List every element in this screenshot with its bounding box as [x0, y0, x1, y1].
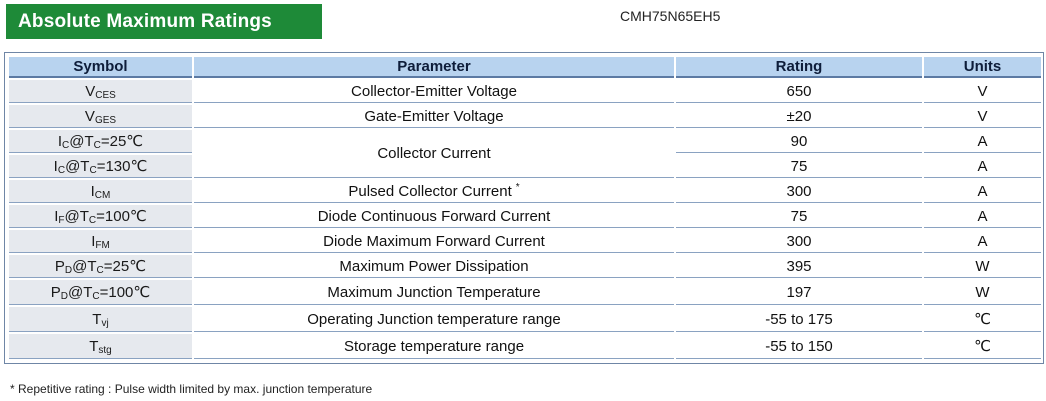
- column-header-units: Units: [924, 57, 1041, 78]
- parameter-cell: Collector-Emitter Voltage: [194, 80, 674, 103]
- ratings-table-frame: [4, 52, 1044, 364]
- symbol-cell: IFM: [9, 230, 192, 253]
- parameter-cell: Operating Junction temperature range: [194, 307, 674, 332]
- parameter-cell: Gate-Emitter Voltage: [194, 105, 674, 128]
- symbol-cell: Tvj: [9, 307, 192, 332]
- rating-cell: 90: [676, 130, 922, 153]
- footnote: * Repetitive rating : Pulse width limited by max. junction temperature: [10, 382, 373, 396]
- table-row: [9, 334, 1041, 359]
- rating-cell: 75: [676, 155, 922, 178]
- parameter-cell: Maximum Junction Temperature: [194, 280, 674, 305]
- symbol-cell: IC@TC=130℃: [9, 155, 192, 178]
- unit-cell: A: [924, 180, 1041, 203]
- table-row: [9, 80, 1041, 103]
- rating-cell: 395: [676, 255, 922, 278]
- column-header-rating: Rating: [676, 57, 922, 78]
- symbol-cell: VCES: [9, 80, 192, 103]
- unit-cell: A: [924, 155, 1041, 178]
- section-title: Absolute Maximum Ratings: [18, 11, 272, 32]
- unit-cell: A: [924, 205, 1041, 228]
- table-row: [9, 307, 1041, 332]
- unit-cell: A: [924, 230, 1041, 253]
- symbol-cell: Tstg: [9, 334, 192, 359]
- parameter-cell: Collector Current: [194, 130, 674, 178]
- unit-cell: A: [924, 130, 1041, 153]
- rating-cell: ±20: [676, 105, 922, 128]
- column-header-symbol: Symbol: [9, 57, 192, 78]
- parameter-cell: Pulsed Collector Current *: [194, 180, 674, 203]
- table-row: [9, 105, 1041, 128]
- rating-cell: 75: [676, 205, 922, 228]
- table-row: [9, 130, 1041, 153]
- symbol-cell: VGES: [9, 105, 192, 128]
- parameter-cell: Diode Continuous Forward Current: [194, 205, 674, 228]
- table-row: [9, 255, 1041, 278]
- parameter-cell: Maximum Power Dissipation: [194, 255, 674, 278]
- parameter-cell: Storage temperature range: [194, 334, 674, 359]
- column-header-parameter: Parameter: [194, 57, 674, 78]
- symbol-cell: PD@TC=100℃: [9, 280, 192, 305]
- symbol-cell: IC@TC=25℃: [9, 130, 192, 153]
- rating-cell: -55 to 175: [676, 307, 922, 332]
- rating-cell: 650: [676, 80, 922, 103]
- unit-cell: V: [924, 80, 1041, 103]
- parameter-cell: Diode Maximum Forward Current: [194, 230, 674, 253]
- symbol-cell: ICM: [9, 180, 192, 203]
- unit-cell: W: [924, 280, 1041, 305]
- rating-cell: 197: [676, 280, 922, 305]
- part-number: CMH75N65EH5: [620, 8, 721, 24]
- ratings-table: [7, 55, 1043, 361]
- table-row: [9, 280, 1041, 305]
- unit-cell: ℃: [924, 307, 1041, 332]
- table-row: [9, 205, 1041, 228]
- symbol-cell: IF@TC=100℃: [9, 205, 192, 228]
- rating-cell: 300: [676, 180, 922, 203]
- rating-cell: -55 to 150: [676, 334, 922, 359]
- table-row: [9, 180, 1041, 203]
- table-row: [9, 230, 1041, 253]
- footnote-mark: *: [515, 181, 520, 193]
- unit-cell: V: [924, 105, 1041, 128]
- table-header-row: [9, 57, 1041, 78]
- symbol-cell: PD@TC=25℃: [9, 255, 192, 278]
- unit-cell: ℃: [924, 334, 1041, 359]
- section-title-banner: [6, 4, 322, 39]
- unit-cell: W: [924, 255, 1041, 278]
- rating-cell: 300: [676, 230, 922, 253]
